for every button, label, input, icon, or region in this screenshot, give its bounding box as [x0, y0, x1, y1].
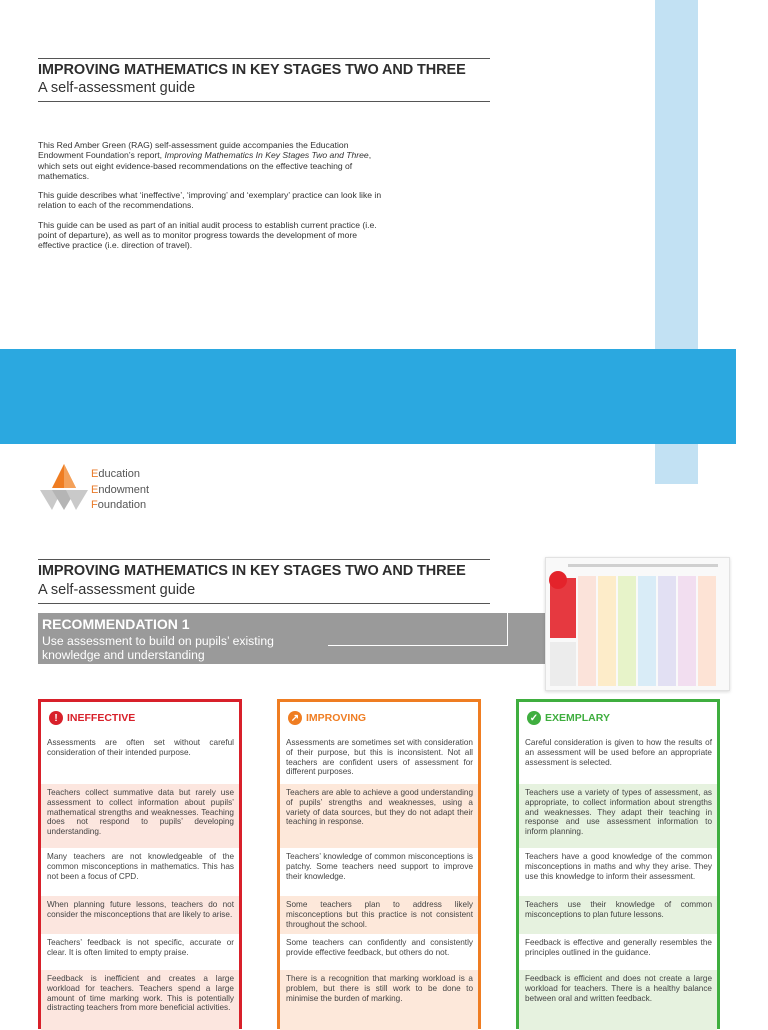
- exclamation-icon: !: [49, 711, 63, 725]
- assessment-cell: Teachers collect summative data but rarely use assessment to collect information about pupils’ mathematical strengths and weaknesses. Teaching does not respond to pupils’ developing understanding.: [41, 784, 239, 848]
- column-ineffective: [38, 699, 242, 1029]
- assessment-cell: Teachers use a variety of types of assessment, as appropriate, to collect information about strengths and weaknesses. They adapt their teaching in response and use assessment information to inform planning.: [519, 784, 717, 848]
- intro-paragraph-2: This guide describes what ‘ineffective’, ‘improving’ and ‘exemplary’ practice can look like in relation to each of the recommendations.: [38, 190, 382, 211]
- trend-up-icon: ↗: [288, 711, 302, 725]
- column-improving: [277, 699, 481, 1029]
- logo-line-education: Education: [91, 468, 140, 480]
- page2-header-bottom-rule: [38, 603, 490, 604]
- summary-thumbnail: [545, 557, 730, 691]
- assessment-cell: Some teachers plan to address likely misconceptions but this practice is not consistent throughout the school.: [280, 896, 478, 934]
- assessment-cell: Assessments are sometimes set with consideration of their purpose, but this is inconsistent. Not all teachers are confident users of assessment for different purposes.: [286, 738, 473, 777]
- assessment-cell: Feedback is effective and generally resembles the principles outlined in the guidance.: [525, 938, 712, 957]
- assessment-cell: Teachers’ knowledge of common misconceptions is patchy. Some teachers need support to improve their knowledge.: [286, 852, 473, 881]
- column-header: [280, 702, 478, 734]
- decorative-blue-band: [0, 349, 736, 444]
- assessment-cell: Teachers’ feedback is not specific, accurate or clear. It is often limited to empty praise.: [47, 938, 234, 957]
- intro-text: [38, 140, 383, 260]
- column-header: [519, 702, 717, 734]
- eef-logo-text: [91, 467, 149, 514]
- page2-subtitle: A self-assessment guide: [38, 582, 196, 598]
- page-subtitle: A self-assessment guide: [38, 80, 196, 96]
- column-label: INEFFECTIVE: [67, 712, 136, 724]
- connector-line: [328, 645, 508, 646]
- checkmark-icon: ✓: [527, 711, 541, 725]
- logo-line-foundation: Foundation: [91, 499, 147, 511]
- recommendation-text: Use assessment to build on pupils’ existing knowledge and understanding: [42, 634, 274, 662]
- assessment-cell: Some teachers can confidently and consistently provide effective feedback, but others do not.: [286, 938, 473, 957]
- intro-paragraph-1: This Red Amber Green (RAG) self-assessment guide accompanies the Education Endowment Foundation’s report, Improving Mathematics In Key Stages Two and Three, which sets out eight evidence-based recommendations on the effective teaching of mathematics.: [38, 140, 372, 181]
- logo-line-endowment: Endowment: [91, 483, 150, 496]
- connector-line-vertical: [507, 594, 508, 646]
- assessment-cell: Careful consideration is given to how the results of an assessment will be used before an appropriate assessment is selected.: [525, 738, 712, 767]
- column-label: IMPROVING: [306, 712, 367, 724]
- eef-logo-icon: [38, 462, 90, 512]
- assessment-cell: Teachers are able to achieve a good understanding of pupils’ strengths and weaknesses, using a variety of data sources, but they do not adapt their teaching in response.: [280, 784, 478, 848]
- assessment-cell: Teachers have a good knowledge of the common misconceptions in maths and why they arise. They use this knowledge to inform their assessment.: [525, 852, 712, 881]
- header-top-rule: [38, 58, 490, 59]
- column-label: EXEMPLARY: [545, 712, 610, 724]
- assessment-cell: Feedback is inefficient and creates a large workload for teachers. Teachers spend a large amount of time marking work. This is potentially distracting teachers from more beneficial activities.: [41, 970, 239, 1030]
- eef-logo: [38, 462, 90, 512]
- assessment-cell: When planning future lessons, teachers do not consider the misconceptions that are likely to arise.: [41, 896, 239, 934]
- assessment-cell: Feedback is efficient and does not create a large workload for teachers. There is a healthy balance between oral and written feedback.: [519, 970, 717, 1030]
- summary-thumbnail-image: [546, 558, 729, 690]
- assessment-cell: Assessments are often set without careful consideration of their intended purpose.: [47, 738, 234, 757]
- assessment-cell: There is a recognition that marking workload is a problem, but there is still work to be done to minimise the burden of marking.: [280, 970, 478, 1030]
- page2-header-top-rule: [38, 559, 490, 560]
- page2-title: IMPROVING MATHEMATICS IN KEY STAGES TWO AND THREE: [38, 563, 466, 579]
- column-header: [41, 702, 239, 734]
- page-title: IMPROVING MATHEMATICS IN KEY STAGES TWO AND THREE: [38, 62, 466, 78]
- header-bottom-rule: [38, 101, 490, 102]
- intro-paragraph-3: This guide can be used as part of an initial audit process to establish current practice (i.e. point of departure), as well as to monitor progress towards the development of more effective practice (i.e. direction of travel).: [38, 219, 377, 251]
- assessment-cell: Many teachers are not knowledgeable of the common misconceptions in mathematics. This has not been a focus of CPD.: [47, 852, 234, 881]
- recommendation-title: RECOMMENDATION 1: [42, 616, 190, 632]
- assessment-cell: Teachers use their knowledge of common misconceptions to plan future lessons.: [519, 896, 717, 934]
- column-exemplary: [516, 699, 720, 1029]
